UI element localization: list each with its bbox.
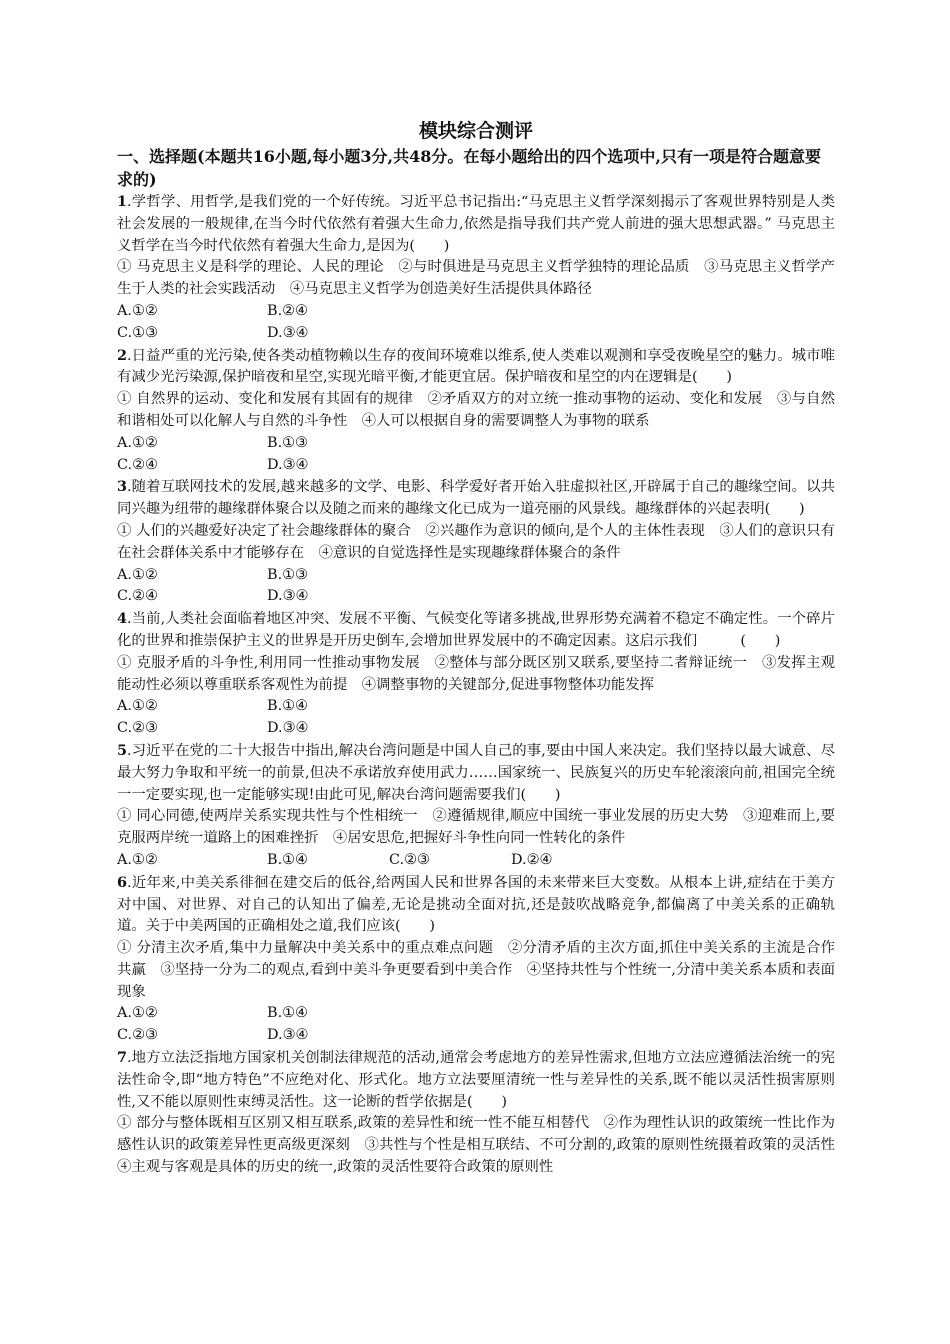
question-statements: ① 部分与整体既相互区别又相互联系,政策的差异性和统一性不能互相替代 ②作为理性认识的政策统一性比作为感性认识的政策差异性更高级更深刻 ③共性与个性是相互联结、不可分割的,政策的原则性统摄着政策的灵活性 ④主观与客观是具体的历史的统一,政策的灵活性要符合政策的原则性 (117, 1115, 850, 1176)
question-stem (117, 1047, 835, 1113)
option-b[interactable]: B.①③ (267, 434, 308, 451)
options-row (117, 323, 835, 345)
question-text: .当前,人类社会面临着地区冲突、发展不平衡、气候变化等诸多挑战,世界形势充满着不稳定不确定性。一个碎片化的世界和推崇保护主义的世界是开历史倒车,会增加世界发展中的不确定因素。这启示我们 ( ) (117, 611, 835, 649)
question-stem (117, 608, 835, 653)
option-b[interactable]: B.①④ (267, 851, 308, 868)
question-text: .学哲学、用哲学,是我们党的一个好传统。习近平总书记指出:“马克思主义哲学深刻揭示了客观世界特别是人类社会发展的一般规律,在当今时代依然有着强大生命力,依然是指导我们共产党人前进的强大思想武器。” 马克思主义哲学在当今时代依然有着强大生命力,是因为( ) (117, 194, 835, 254)
option-a[interactable]: A.①② (117, 566, 158, 583)
question-number: 2 (117, 346, 128, 364)
options-row (117, 455, 835, 477)
exam-page (117, 118, 850, 1179)
option-d[interactable]: D.③④ (267, 588, 309, 605)
question-text: .习近平在党的二十大报告中指出,解决台湾问题是中国人自己的事,要由中国人来决定。我们坚持以最大诚意、尽最大努力争取和平统一的前景,但决不承诺放弃使用武力……国家统一、民族复兴的历史车轮滚滚向前,祖国完全统一一定要实现,也一定能够实现!由此可见,解决台湾问题需要我们( ) (117, 742, 835, 803)
question-statements: ① 自然界的运动、变化和发展有其固有的规律 ②矛盾双方的对立统一推动事物的运动、变化和发展 ③与自然和谐相处可以化解人与自然的斗争性 ④人可以根据自身的需要调整人为事物的联系 (117, 391, 835, 429)
option-d[interactable]: D.③④ (267, 1027, 309, 1044)
option-a[interactable]: A.①② (117, 1005, 158, 1022)
question-text: .近年来,中美关系徘徊在建交后的低谷,给两国人民和世界各国的未来带来巨大变数。从根本上讲,症结在于美方对中国、对世界、对自己的认知出了偏差,无论是挑动全面对抗,还是鼓吹战略竞争,都偏离了中美关系的正确轨道。关于中美两国的正确相处之道,我们应该( ) (117, 874, 835, 935)
question-1 (117, 191, 835, 345)
option-c[interactable]: C.②④ (117, 588, 158, 605)
option-c[interactable]: C.①③ (117, 324, 158, 341)
option-c[interactable]: C.②③ (117, 1027, 158, 1044)
question-stem (117, 191, 835, 257)
option-d[interactable]: D.③④ (267, 324, 309, 341)
question-3 (117, 476, 835, 608)
option-c[interactable]: C.②③ (117, 720, 158, 737)
question-statements: ① 同心同德,使两岸关系实现共性与个性相统一 ②遵循规律,顺应中国统一事业发展的历史大势 ③迎难而上,要克服两岸统一道路上的困难挫折 ④居安思危,把握好斗争性向同一性转化的条件 (117, 808, 835, 847)
option-c[interactable]: C.②④ (117, 456, 158, 473)
options-row (117, 696, 835, 718)
question-7 (117, 1047, 850, 1179)
question-stem (117, 345, 835, 390)
question-stem (117, 476, 835, 521)
question-statements: ① 人们的兴趣爱好决定了社会趣缘群体的聚合 ②兴趣作为意识的倾向,是个人的主体性表现 ③人们的意识只有在社会群体关系中才能够存在 ④意识的自觉选择性是实现趣缘群体聚合的条件 (117, 522, 835, 561)
options-row (117, 301, 835, 323)
options-row (117, 1025, 835, 1047)
option-d[interactable]: D.③④ (267, 720, 309, 737)
options-row (117, 433, 835, 455)
option-a[interactable]: A.①② (117, 851, 158, 868)
question-6 (117, 872, 835, 1047)
question-5 (117, 740, 835, 872)
question-4 (117, 608, 835, 740)
options-row (117, 718, 835, 740)
question-number: 5 (117, 741, 128, 759)
option-c[interactable]: C.②③ (389, 851, 430, 868)
option-b[interactable]: B.①④ (267, 1005, 308, 1022)
question-number: 7 (117, 1049, 128, 1067)
question-statements: ① 分清主次矛盾,集中力量解决中美关系中的重点难点问题 ②分清矛盾的主次方面,抓住中美关系的主流是合作共赢 ③坚持一分为二的观点,看到中美斗争更要看到中美合作 ④坚持共性与个性统一,分清中美关系本质和表面现象 (117, 940, 835, 1000)
option-b[interactable]: B.①④ (267, 698, 308, 715)
section-heading: 一、选择题(本题共16小题,每小题3分,共48分。在每小题给出的四个选项中,只有一项是符合题意要求的) (117, 147, 821, 189)
question-stem (117, 872, 835, 938)
option-a[interactable]: A.①② (117, 434, 158, 451)
option-b[interactable]: B.②④ (267, 302, 308, 319)
question-text: .日益严重的光污染,使各类动植物赖以生存的夜间环境难以维系,使人类难以观测和享受夜晚星空的魅力。城市唯有减少光污染源,保护暗夜和星空,实现光暗平衡,才能更宜居。保护暗夜和星空的内在逻辑是( ) (117, 347, 835, 386)
question-text: .随着互联网技术的发展,越来越多的文学、电影、科学爱好者开始入驻虚拟社区,开辟属于自己的趣缘空间。以共同兴趣为纽带的趣缘群体聚合以及随之而来的趣缘文化已成为一道亮丽的风景线。趣缘群体的兴起表明( ) (117, 479, 835, 518)
page-title: 模块综合测评 (418, 120, 533, 142)
options-row (117, 1003, 835, 1025)
options-row (117, 850, 835, 872)
question-number: 3 (117, 478, 128, 496)
question-number: 4 (117, 610, 128, 628)
option-a[interactable]: A.①② (117, 698, 158, 715)
options-row (117, 565, 835, 587)
question-number: 6 (117, 873, 128, 891)
question-2 (117, 345, 835, 477)
question-statements: ① 克服矛盾的斗争性,利用同一性推动事物发展 ②整体与部分既区别又联系,要坚持二者辩证统一 ③发挥主观能动性必须以尊重联系客观性为前提 ④调整事物的关键部分,促进事物整体功能发挥 (117, 654, 835, 693)
question-statements: ① 马克思主义是科学的理论、人民的理论 ②与时俱进是马克思主义哲学独特的理论品质 ③马克思主义哲学产生于人类的社会实践活动 ④马克思主义哲学为创造美好生活提供具体路径 (117, 259, 835, 298)
options-row (117, 586, 835, 608)
option-d[interactable]: D.②④ (511, 851, 553, 868)
option-b[interactable]: B.①③ (267, 566, 308, 583)
question-stem (117, 740, 835, 806)
question-text: .地方立法泛指地方国家机关创制法律规范的活动,通常会考虑地方的差异性需求,但地方立法应遵循法治统一的宪法性命令,即“地方特色”不应绝对化、形式化。地方立法要厘清统一性与差异性的关系,既不能以灵活性损害原则性,又不能以原则性束缚灵活性。这一论断的哲学依据是( ) (117, 1050, 835, 1110)
question-number: 1 (117, 193, 128, 210)
option-d[interactable]: D.③④ (267, 456, 309, 473)
option-a[interactable]: A.①② (117, 302, 158, 319)
